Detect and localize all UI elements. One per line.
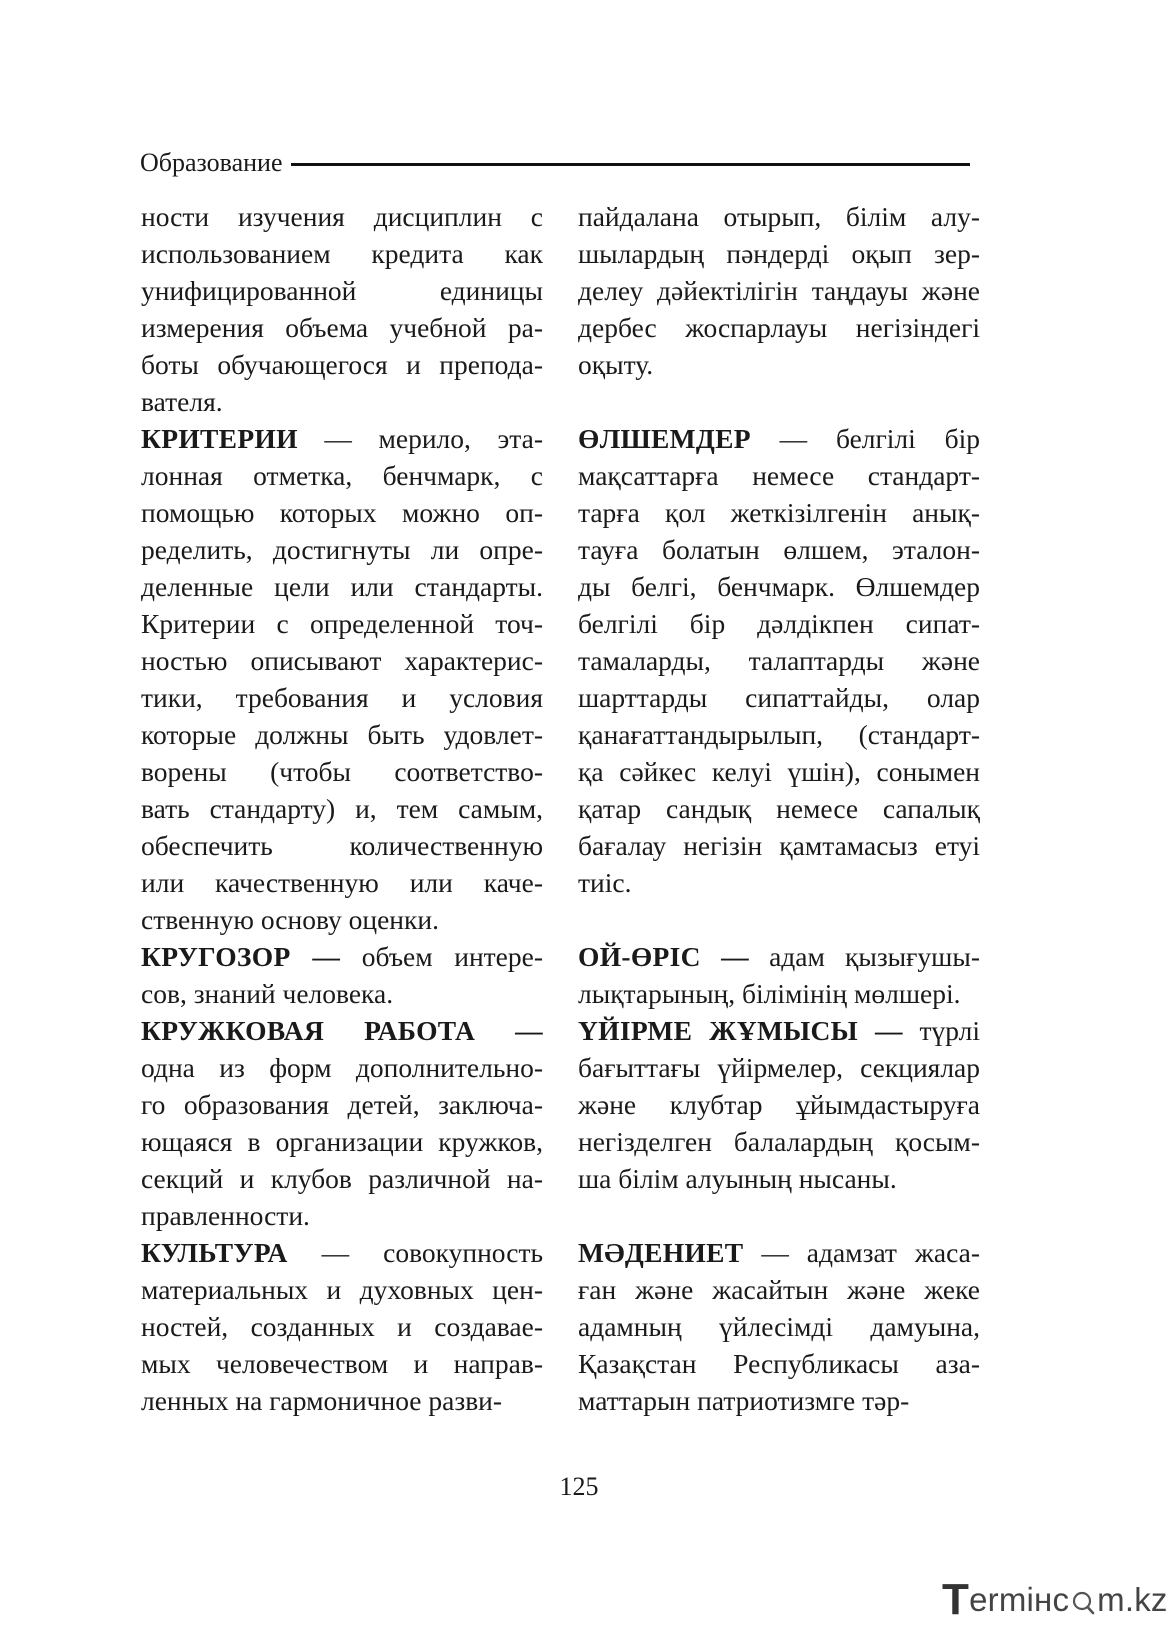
line-text: ющаяся в организации кружков, xyxy=(141,1126,543,1157)
line-text: тиіс. xyxy=(578,867,632,898)
glossary-term: ҮЙІРМЕ ЖҰМЫСЫ — xyxy=(578,1015,903,1046)
text-line xyxy=(141,901,543,938)
text-line xyxy=(141,1271,543,1308)
line-text: сов, знаний человека. xyxy=(141,978,394,1009)
text-line xyxy=(578,235,980,272)
text-line xyxy=(578,494,980,531)
line-text: пайдалана отырып, білім алу- xyxy=(578,201,980,232)
text-line xyxy=(141,420,543,457)
text-line xyxy=(141,605,543,642)
text-line xyxy=(578,642,980,679)
line-text: делеу дәйектілігін таңдауы және xyxy=(578,275,980,306)
paragraph-gap xyxy=(578,383,980,420)
text-line xyxy=(578,1086,980,1123)
text-line xyxy=(141,827,543,864)
line-text: оқыту. xyxy=(578,349,654,380)
line-text: которые должны быть удовлет- xyxy=(141,719,543,750)
text-line xyxy=(578,1049,980,1086)
text-line xyxy=(141,383,543,420)
line-text: мых человечеством и направ- xyxy=(141,1348,543,1379)
line-text: ностью описывают характерис- xyxy=(141,645,543,676)
line-text: использованием кредита как xyxy=(141,238,543,269)
text-line xyxy=(141,1197,543,1234)
line-text: шарттарды сипаттайды, олар xyxy=(578,682,980,713)
text-line xyxy=(578,938,980,975)
line-text: — мерило, эта- xyxy=(297,423,543,454)
text-line xyxy=(578,864,980,901)
line-text: ворены (чтобы соответство- xyxy=(141,756,543,787)
line-text: түрлі xyxy=(902,1015,980,1046)
line-text: Критерии с определенной точ- xyxy=(141,608,543,639)
line-text: ша білім алуының нысаны. xyxy=(578,1163,897,1194)
line-text: — адамзат жаса- xyxy=(743,1237,980,1268)
text-line xyxy=(578,272,980,309)
page-number: 125 xyxy=(559,1472,599,1501)
line-text: унифицированной единицы xyxy=(141,275,543,306)
line-text: адам қызығушы- xyxy=(748,941,980,972)
line-text: го образования детей, заключа- xyxy=(141,1089,543,1120)
line-text: маттарын патриотизмге тәр- xyxy=(578,1385,910,1416)
watermark-text-end: m.kz xyxy=(1097,1581,1168,1618)
text-line xyxy=(141,1049,543,1086)
glossary-term: ОЙ-ӨРІС — xyxy=(578,941,749,972)
line-text: лонная отметка, бенчмарк, с xyxy=(141,460,543,491)
glossary-term: ӨЛШЕМДЕР xyxy=(578,423,751,454)
text-line xyxy=(578,1382,980,1419)
text-line xyxy=(141,716,543,753)
text-line xyxy=(578,568,980,605)
watermark-initial: T xyxy=(942,1575,970,1624)
line-text: помощью которых можно оп- xyxy=(141,497,543,528)
line-text: қатар сандық немесе сапалық xyxy=(578,793,980,824)
glossary-term: КРУЖКОВАЯ РАБОТА — xyxy=(141,1015,543,1046)
text-line xyxy=(578,1308,980,1345)
line-text: белгілі бір дәлдікпен сипат- xyxy=(578,608,980,639)
glossary-term: КРУГОЗОР — xyxy=(141,941,341,972)
line-text: ности изучения дисциплин с xyxy=(141,201,543,232)
text-line xyxy=(578,309,980,346)
text-line xyxy=(141,198,543,235)
line-text: бағыттағы үйірмелер, секциялар xyxy=(578,1052,980,1083)
text-line xyxy=(578,420,980,457)
text-line xyxy=(578,975,980,1012)
line-text: тауға болатын өлшем, эталон- xyxy=(578,534,980,565)
line-text: адамның үйлесімді дамуына, xyxy=(578,1311,980,1342)
text-line xyxy=(141,235,543,272)
text-line xyxy=(141,1345,543,1382)
line-text: шылардың пәндерді оқып зер- xyxy=(578,238,980,269)
header-rule xyxy=(291,163,970,166)
line-text: ған және жасайтын және жеке xyxy=(578,1274,980,1305)
text-line xyxy=(141,494,543,531)
text-line xyxy=(578,1123,980,1160)
paragraph-gap xyxy=(578,1197,980,1234)
text-line xyxy=(578,753,980,790)
text-line xyxy=(578,1012,980,1049)
text-line xyxy=(141,1160,543,1197)
text-line xyxy=(141,1234,543,1271)
line-text: материальных и духовных цен- xyxy=(141,1274,543,1305)
text-line xyxy=(141,642,543,679)
line-text: секций и клубов различной на- xyxy=(141,1163,543,1194)
glossary-term: МӘДЕНИЕТ xyxy=(578,1237,744,1268)
watermark-text-start: ermінс xyxy=(969,1581,1070,1618)
glossary-term: КРИТЕРИИ xyxy=(141,423,298,454)
text-line xyxy=(141,309,543,346)
line-text: обеспечить количественную xyxy=(141,830,543,861)
text-line xyxy=(141,531,543,568)
line-text: бағалау негізін қамтамасыз етуі xyxy=(578,830,980,861)
line-text: — белгілі бір xyxy=(750,423,980,454)
text-line xyxy=(578,1345,980,1382)
line-text: измерения объема учебной ра- xyxy=(141,312,543,343)
text-line xyxy=(141,1382,543,1419)
line-text: боты обучающегося и препода- xyxy=(141,349,543,380)
line-text: тамаларды, талаптарды және xyxy=(578,645,980,676)
line-text: ределить, достигнуты ли опре- xyxy=(141,534,543,565)
text-line xyxy=(578,1271,980,1308)
running-title: Образование xyxy=(140,148,283,177)
left-column xyxy=(141,198,543,1419)
right-column xyxy=(578,198,980,1419)
text-line xyxy=(578,679,980,716)
line-text: ственную основу оценки. xyxy=(141,904,439,935)
line-text: мақсаттарға немесе стандарт- xyxy=(578,460,980,491)
text-line xyxy=(578,1160,980,1197)
text-line xyxy=(141,864,543,901)
text-line xyxy=(141,568,543,605)
text-line xyxy=(578,346,980,383)
paragraph-gap xyxy=(578,901,980,938)
text-line xyxy=(141,679,543,716)
running-header xyxy=(140,145,970,181)
text-line xyxy=(578,827,980,864)
text-line xyxy=(141,272,543,309)
line-text: ностей, созданных и создавае- xyxy=(141,1311,543,1342)
text-line xyxy=(141,753,543,790)
line-text: объем интере- xyxy=(340,941,543,972)
text-line xyxy=(141,790,543,827)
line-text: правленности. xyxy=(141,1200,310,1231)
line-text: одна из форм дополнительно- xyxy=(141,1052,543,1083)
text-line xyxy=(141,975,543,1012)
text-line xyxy=(578,1234,980,1271)
text-line xyxy=(578,457,980,494)
line-text: вать стандарту) и, тем самым, xyxy=(141,793,543,824)
line-text: тики, требования и условия xyxy=(141,682,543,713)
line-text: лықтарының, білімінің мөлшері. xyxy=(578,978,961,1009)
line-text: вателя. xyxy=(141,386,223,417)
line-text: тарға қол жеткізілгенін анық- xyxy=(578,497,980,528)
text-line xyxy=(141,346,543,383)
line-text: — совокупность xyxy=(287,1237,543,1268)
line-text: ленных на гармоничное разви- xyxy=(141,1385,503,1416)
text-line xyxy=(141,1012,543,1049)
line-text: қанағаттандырылып, (стандарт- xyxy=(578,719,980,750)
line-text: или качественную или каче- xyxy=(141,867,543,898)
line-text: және клубтар ұйымдастыруға xyxy=(578,1089,980,1120)
magnifier-icon xyxy=(1070,1585,1096,1615)
line-text: деленные цели или стандарты. xyxy=(141,571,543,602)
text-line xyxy=(141,457,543,494)
text-line xyxy=(141,1308,543,1345)
line-text: негізделген балалардың қосым- xyxy=(578,1126,980,1157)
text-line xyxy=(141,938,543,975)
line-text: дербес жоспарлауы негізіндегі xyxy=(578,312,980,343)
text-line xyxy=(578,790,980,827)
line-text: Қазақстан Республикасы аза- xyxy=(578,1348,980,1379)
text-line xyxy=(578,531,980,568)
text-line xyxy=(578,605,980,642)
line-text: қа сәйкес келуі үшін), сонымен xyxy=(578,756,980,787)
text-line xyxy=(578,198,980,235)
site-watermark[interactable] xyxy=(942,1575,1168,1624)
text-line xyxy=(141,1123,543,1160)
line-text: ды белгі, бенчмарк. Өлшемдер xyxy=(578,571,980,602)
text-line xyxy=(141,1086,543,1123)
glossary-term: КУЛЬТУРА xyxy=(141,1237,288,1268)
text-line xyxy=(578,716,980,753)
